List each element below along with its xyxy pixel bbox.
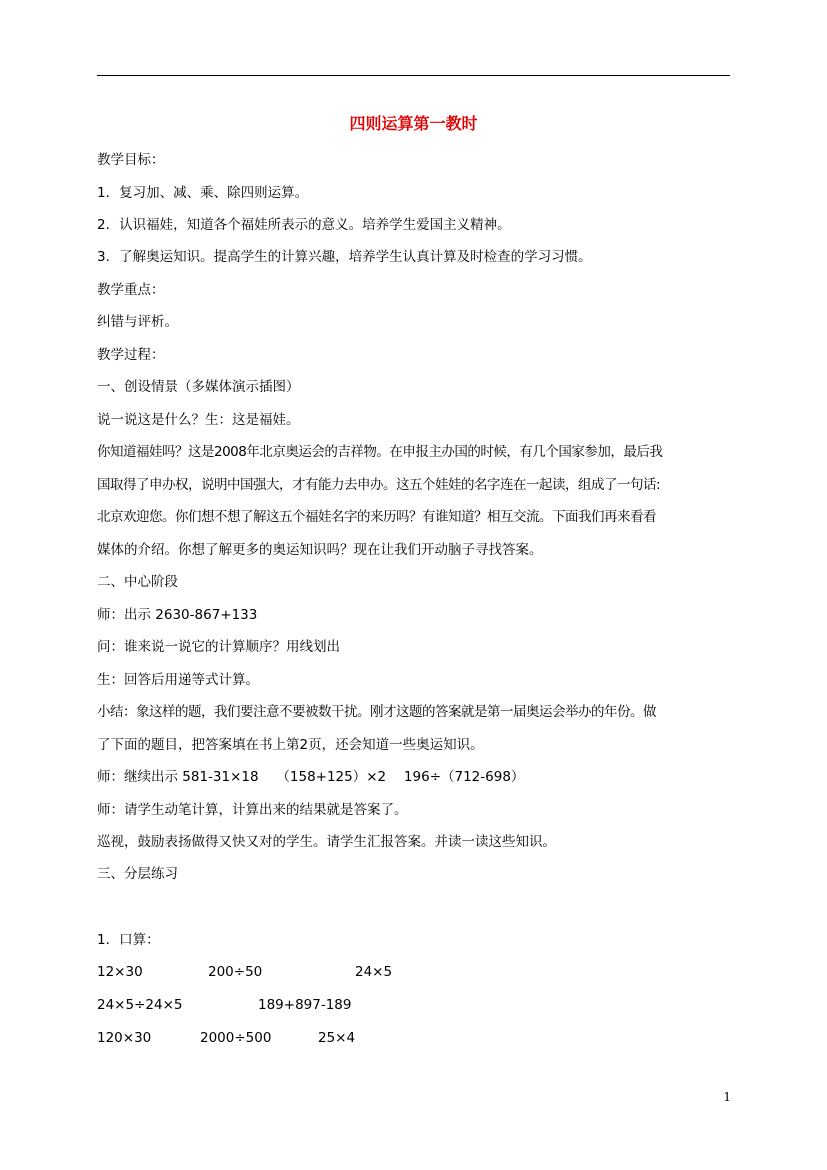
page-number: 1 <box>723 1090 731 1104</box>
exercise-item: 24×5 <box>355 964 393 980</box>
paragraph: 生：回答后用递等式计算。 <box>97 672 259 688</box>
paragraph: 国取得了申办权，说明中国强大，才有能力去申办。这五个娃娃的名字连在一起读，组成了一句话: <box>97 477 661 493</box>
header-rule <box>97 75 730 76</box>
exercise-item: 200÷50 <box>208 964 263 980</box>
paragraph: 师：继续出示 581-31×18 （158+125）×2 196÷（712-698） <box>97 769 525 785</box>
paragraph: 二、中心阶段 <box>97 574 178 590</box>
page-title: 四则运算第一教时 <box>349 114 478 133</box>
exercise-item: 2000÷500 <box>200 1030 272 1046</box>
paragraph: 问：谁来说一说它的计算顺序？用线划出 <box>97 639 340 655</box>
paragraph: 了下面的题目，把答案填在书上第2页，还会知道一些奥运知识。 <box>97 737 484 753</box>
paragraph: 师：出示 2630-867+133 <box>97 607 258 623</box>
paragraph: 纠错与评析。 <box>97 314 178 330</box>
paragraph: 1．复习加、减、乘、除四则运算。 <box>97 185 309 201</box>
paragraph: 你知道福娃吗？这是2008年北京奥运会的吉祥物。在申报主办国的时候，有几个国家参加，最后我 <box>97 444 663 460</box>
paragraph: 教学过程： <box>97 347 165 363</box>
exercise-item: 25×4 <box>318 1030 356 1046</box>
paragraph: 师：请学生动笔计算，计算出来的结果就是答案了。 <box>97 802 408 818</box>
paragraph: 小结：象这样的题，我们要注意不要被数干扰。刚才这题的答案就是第一届奥运会举办的年份。做 <box>97 704 656 720</box>
paragraph: 媒体的介绍。你想了解更多的奥运知识吗？现在让我们开动脑子寻找答案。 <box>97 542 543 558</box>
paragraph: 教学目标： <box>97 152 165 168</box>
paragraph: 巡视，鼓励表扬做得又快又对的学生。请学生汇报答案。并读一读这些知识。 <box>97 834 556 850</box>
paragraph: 1．口算： <box>97 932 160 948</box>
exercise-item: 120×30 <box>97 1030 152 1046</box>
paragraph: 三、分层练习 <box>97 866 178 882</box>
paragraph: 3．了解奥运知识。提高学生的计算兴趣，培养学生认真计算及时检查的学习习惯。 <box>97 249 592 265</box>
exercise-item: 24×5÷24×5 <box>97 997 183 1013</box>
paragraph: 说一说这是什么？生：这是福娃。 <box>97 412 300 428</box>
paragraph: 教学重点： <box>97 282 165 298</box>
paragraph: 北京欢迎您。你们想不想了解这五个福娃名字的来历吗？有谁知道？相互交流。下面我们再来看看 <box>97 509 656 525</box>
exercise-item: 12×30 <box>97 964 143 980</box>
paragraph: 2．认识福娃，知道各个福娃所表示的意义。培养学生爱国主义精神。 <box>97 217 511 233</box>
exercise-item: 189+897-189 <box>258 997 352 1013</box>
paragraph: 一、创设情景（多媒体演示插图） <box>97 379 300 395</box>
